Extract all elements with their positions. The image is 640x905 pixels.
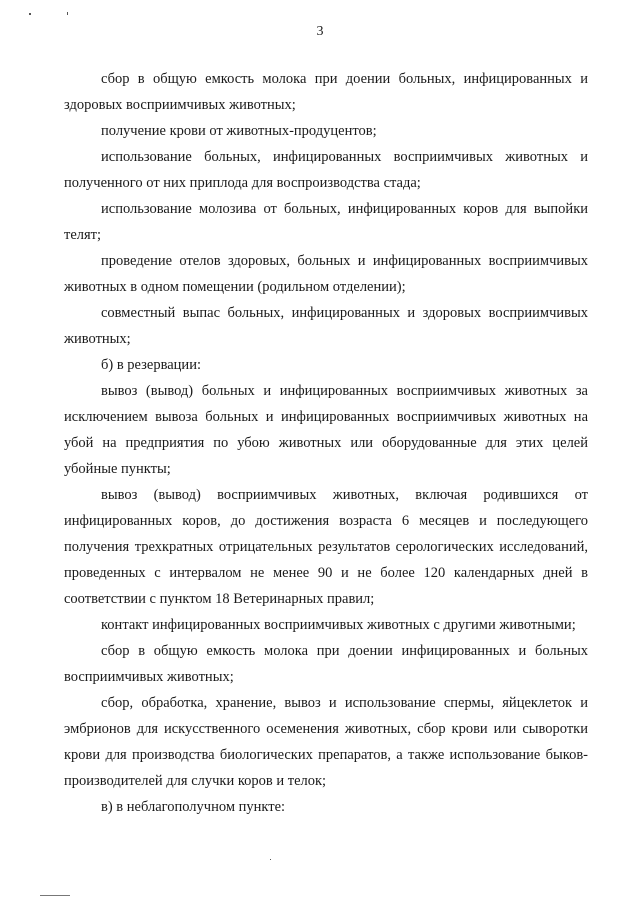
- paragraph-breeding-use: использование больных, инфицированных восприимчивых животных и полученного от них приплода для воспроизводства стада;: [64, 149, 588, 191]
- paragraph-colostrum-use: использование молозива от больных, инфицированных коров для выпойки телят;: [64, 201, 588, 243]
- paragraph-grazing: совместный выпас больных, инфицированных и здоровых восприимчивых животных;: [64, 305, 588, 347]
- section-heading-reservation: б) в резервации:: [101, 357, 201, 373]
- paragraph-blood-collection: получение крови от животных-продуцентов;: [101, 123, 377, 139]
- scan-edge-line: [40, 895, 70, 896]
- paragraph-milk-collection: сбор в общую емкость молока при доении больных, инфицированных и здоровых восприимчивых животных;: [64, 71, 588, 113]
- paragraph-removal-susceptible: вывоз (вывод) восприимчивых животных, включая родившихся от инфицированных коров, до достижения возраста 6 месяцев и последующего получения трехкратных отрицательных результатов серологических исследований, проведенных с интервалом не менее 90 и не более 120 календарных дней в соответствии с пунктом 18 Ветеринарных правил;: [64, 487, 588, 607]
- scan-speck: [67, 12, 68, 15]
- paragraph-milk-infected: сбор в общую емкость молока при доении инфицированных и больных восприимчивых животных;: [64, 643, 588, 685]
- paragraph-calving: проведение отелов здоровых, больных и инфицированных восприимчивых животных в одном помещении (родильном отделении);: [64, 253, 588, 295]
- document-body: [64, 66, 588, 820]
- scan-speck: [270, 859, 271, 860]
- section-heading-unfavorable: в) в неблагополучном пункте:: [101, 799, 286, 815]
- scan-speck: [29, 13, 31, 15]
- paragraph-semen-collection: сбор, обработка, хранение, вывоз и использование спермы, яйцеклеток и эмбрионов для искусственного осеменения животных, сбор крови или сыворотки крови для производства биологических препаратов, а также использование быков-производителей для случки коров и телок;: [64, 695, 588, 789]
- paragraph-removal-sick: вывоз (вывод) больных и инфицированных восприимчивых животных за исключением вывоза больных и инфицированных восприимчивых животных на убой на предприятия по убою животных или оборудованные для этих целей убойные пункты;: [64, 383, 588, 477]
- paragraph-contact: контакт инфицированных восприимчивых животных с другими животными;: [101, 617, 576, 633]
- page-number: 3: [316, 24, 324, 39]
